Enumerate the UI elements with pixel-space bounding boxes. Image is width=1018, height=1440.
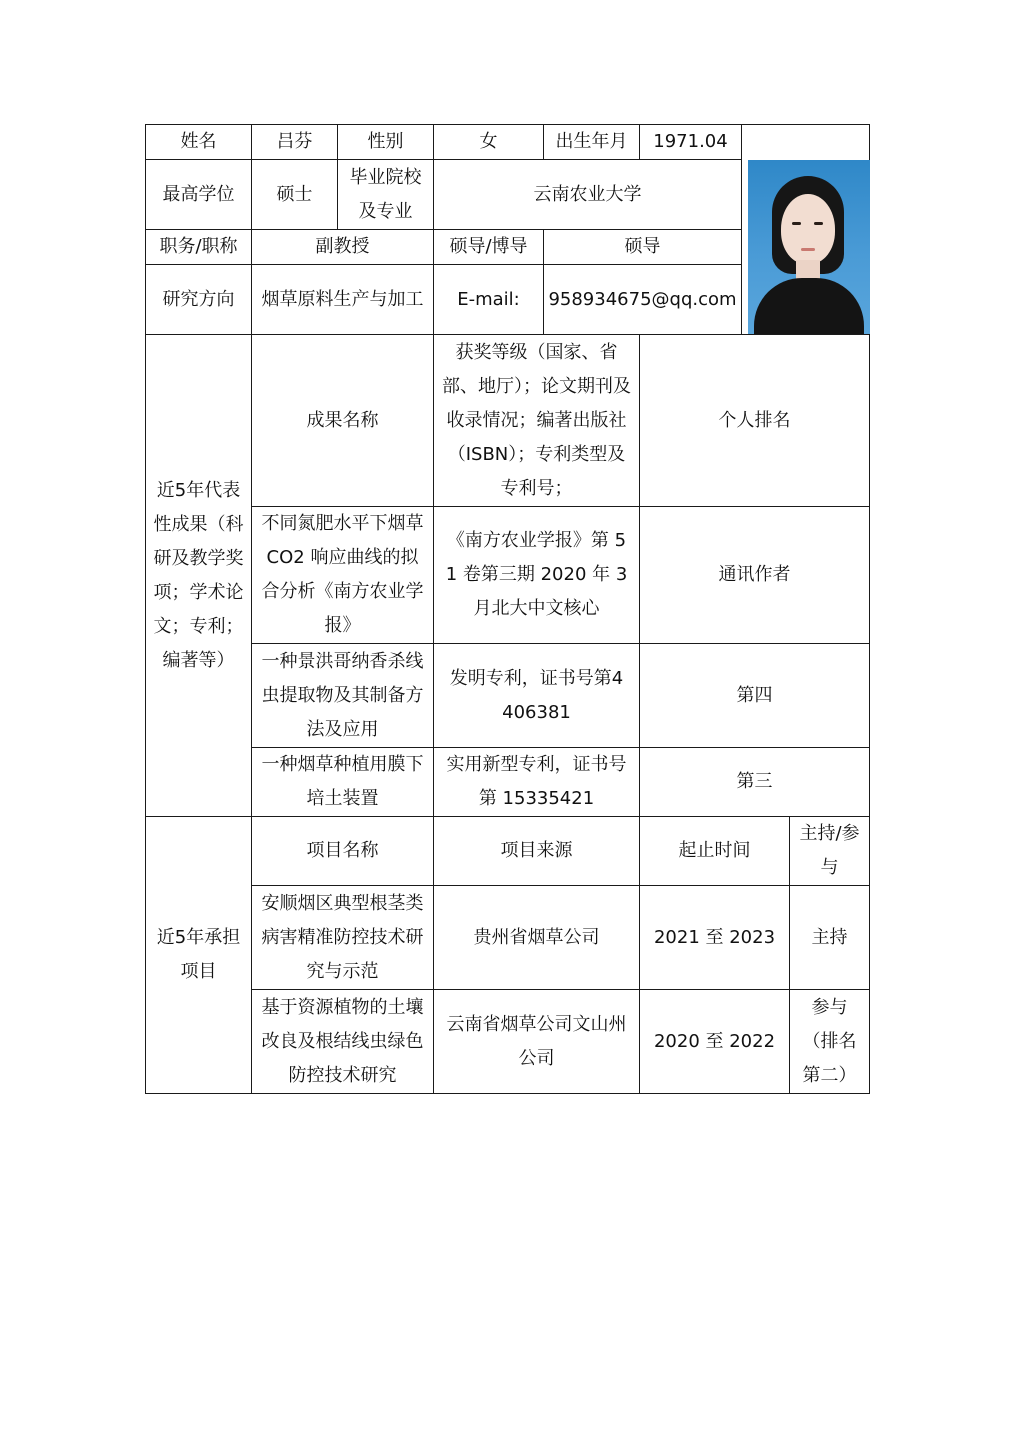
row-basic-1: [146, 125, 870, 160]
school-value: 云南农业大学: [434, 160, 742, 230]
research-value: 烟草原料生产与加工: [252, 265, 434, 335]
gender-label: 性别: [338, 125, 434, 160]
gender-value: 女: [434, 125, 544, 160]
profile-table: [145, 124, 870, 1094]
achievements-header-level: 获奖等级（国家、省部、地厅）；论文期刊及收录情况；编著出版社（ISBN）；专利类型及专利号；: [434, 335, 640, 507]
project-role: 主持: [790, 886, 870, 990]
achievement-rank: 第三: [640, 748, 870, 817]
achievements-header-rank: 个人排名: [640, 335, 870, 507]
achievement-row: [146, 507, 870, 644]
project-period: 2021 至 2023: [640, 886, 790, 990]
achievement-level: 实用新型专利，证书号第 15335421: [434, 748, 640, 817]
achievement-row: [146, 748, 870, 817]
photo-cell: [742, 125, 870, 335]
projects-header-name: 项目名称: [252, 817, 434, 886]
project-period: 2020 至 2022: [640, 990, 790, 1094]
name-value: 吕芬: [252, 125, 338, 160]
supervisor-value: 硕导: [544, 230, 742, 265]
achievement-level: 《南方农业学报》第 51 卷第三期 2020 年 3 月北大中文核心: [434, 507, 640, 644]
project-name: 安顺烟区典型根茎类病害精准防控技术研究与示范: [252, 886, 434, 990]
achievement-rank: 第四: [640, 644, 870, 748]
projects-header-row: [146, 817, 870, 886]
title-label: 职务/职称: [146, 230, 252, 265]
supervisor-label: 硕导/博导: [434, 230, 544, 265]
achievements-header-row: [146, 335, 870, 507]
research-label: 研究方向: [146, 265, 252, 335]
degree-value: 硕士: [252, 160, 338, 230]
degree-label: 最高学位: [146, 160, 252, 230]
portrait-photo: [748, 160, 870, 334]
project-name: 基于资源植物的土壤改良及根结线虫绿色防控技术研究: [252, 990, 434, 1094]
projects-section-label: 近5年承担项目: [146, 817, 252, 1094]
school-label: 毕业院校及专业: [338, 160, 434, 230]
project-role: 参与（排名第二）: [790, 990, 870, 1094]
projects-header-source: 项目来源: [434, 817, 640, 886]
email-label: E-mail:: [434, 265, 544, 335]
achievement-rank: 通讯作者: [640, 507, 870, 644]
email-value[interactable]: 958934675@qq.com: [544, 265, 742, 335]
project-source: 贵州省烟草公司: [434, 886, 640, 990]
birth-label: 出生年月: [544, 125, 640, 160]
project-row: [146, 990, 870, 1094]
achievement-level: 发明专利，证书号第4406381: [434, 644, 640, 748]
project-row: [146, 886, 870, 990]
achievements-section-label: 近5年代表性成果（科研及教学奖项；学术论文；专利；编著等）: [146, 335, 252, 817]
projects-header-period: 起止时间: [640, 817, 790, 886]
name-label: 姓名: [146, 125, 252, 160]
achievement-row: [146, 644, 870, 748]
achievement-name: 一种烟草种植用膜下培土装置: [252, 748, 434, 817]
achievements-header-name: 成果名称: [252, 335, 434, 507]
project-source: 云南省烟草公司文山州公司: [434, 990, 640, 1094]
projects-header-role: 主持/参与: [790, 817, 870, 886]
title-value: 副教授: [252, 230, 434, 265]
birth-value: 1971.04: [640, 125, 742, 160]
achievement-name: 不同氮肥水平下烟草CO2 响应曲线的拟合分析《南方农业学报》: [252, 507, 434, 644]
achievement-name: 一种景洪哥纳香杀线虫提取物及其制备方法及应用: [252, 644, 434, 748]
